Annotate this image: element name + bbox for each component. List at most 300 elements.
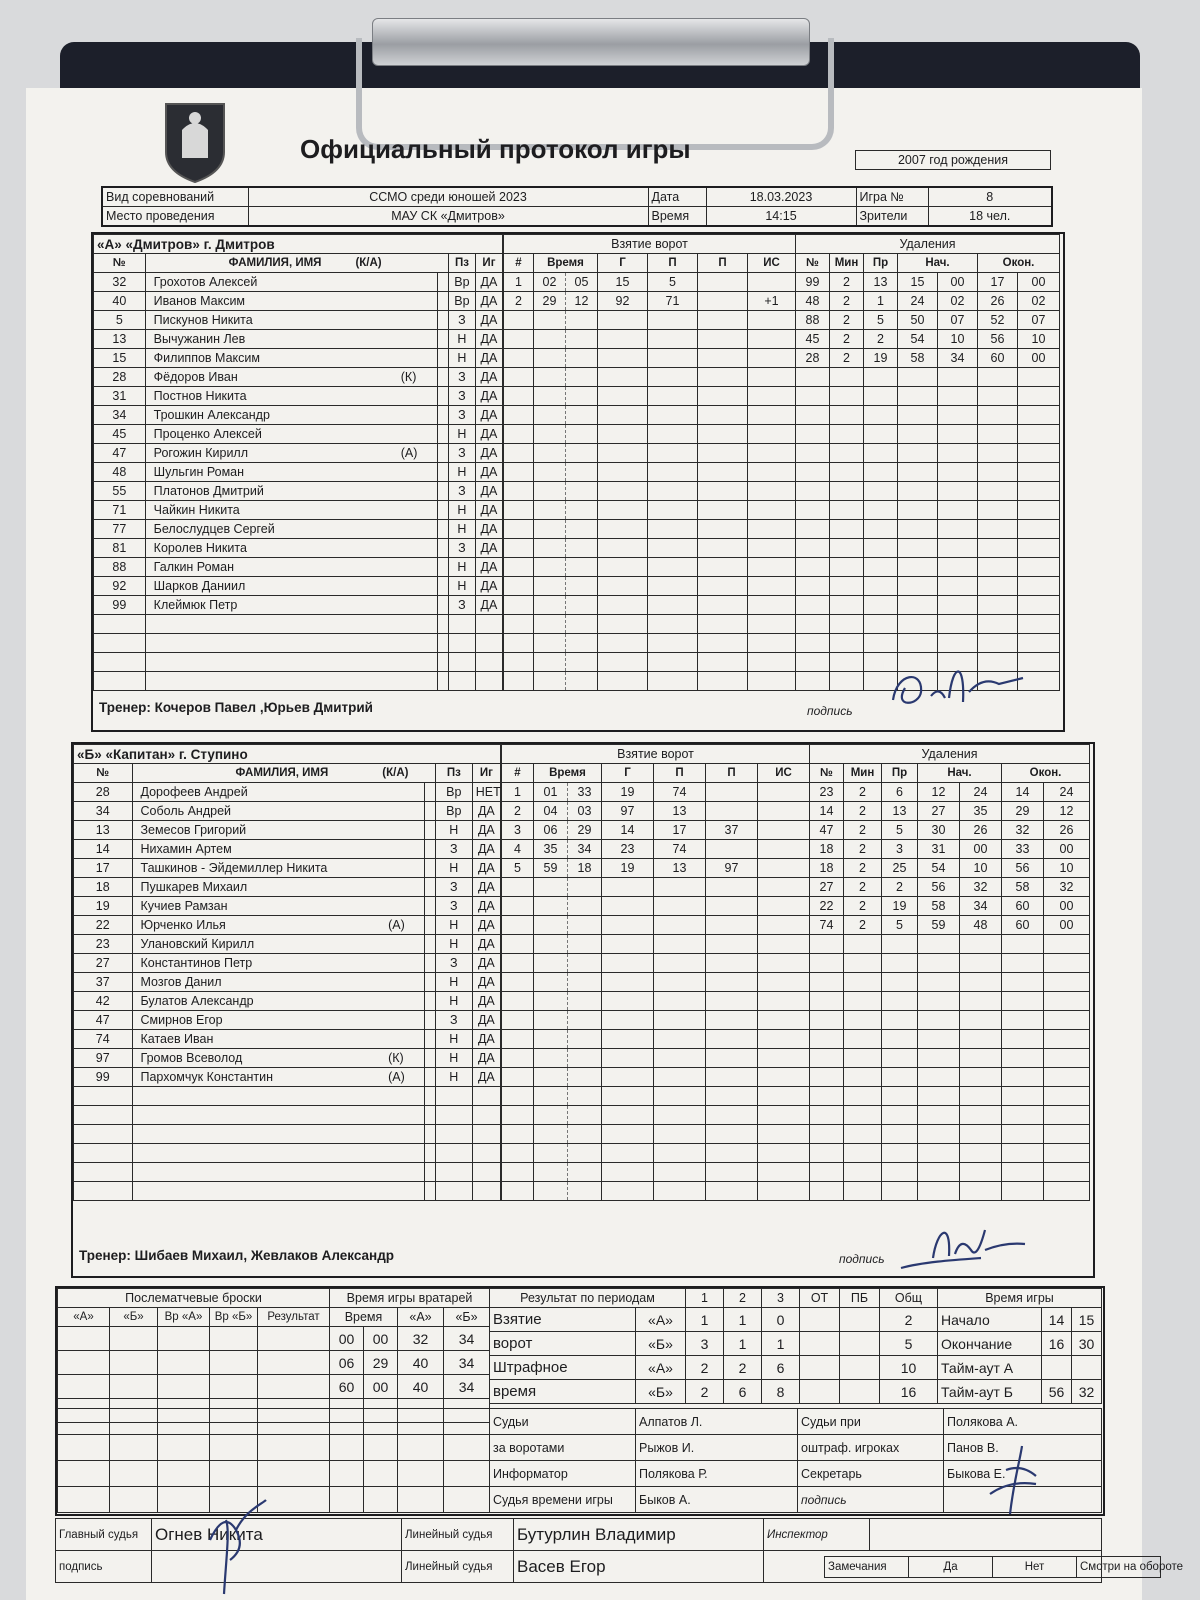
penalty-min bbox=[844, 1049, 882, 1068]
shootout-cell bbox=[210, 1351, 258, 1375]
penalty-sm bbox=[918, 992, 960, 1011]
goal-n bbox=[504, 330, 534, 349]
player-plays: ДА bbox=[475, 463, 502, 482]
player-row bbox=[94, 444, 503, 463]
goal-is bbox=[748, 672, 796, 691]
penalty-reason bbox=[864, 615, 898, 634]
player-position: Н bbox=[448, 425, 475, 444]
penalty-sm bbox=[898, 463, 938, 482]
penalty-em bbox=[978, 387, 1018, 406]
penalty-reason bbox=[882, 935, 918, 954]
team-a-title: «А» «Дмитров» г. Дмитров bbox=[94, 235, 503, 254]
team-b-signature-label: подпись bbox=[839, 1252, 885, 1266]
penalty-reason: 5 bbox=[882, 916, 918, 935]
player-name: Вычужанин Лев bbox=[145, 330, 437, 349]
timekeeper: Быков А. bbox=[636, 1487, 798, 1513]
penalty-ss: 02 bbox=[938, 292, 978, 311]
goal-p2 bbox=[706, 973, 758, 992]
player-number: 28 bbox=[94, 368, 146, 387]
penalty-row bbox=[810, 1106, 1090, 1125]
referee-label: Главный судья bbox=[56, 1519, 152, 1551]
penalty-em bbox=[1002, 1144, 1044, 1163]
goal-row bbox=[502, 878, 810, 897]
player-name: Филиппов Максим bbox=[145, 349, 437, 368]
pen-col-reason-b: Пр bbox=[882, 764, 918, 783]
penalty-ss bbox=[960, 1011, 1002, 1030]
goal-p2 bbox=[698, 311, 748, 330]
goal-mm bbox=[534, 368, 566, 387]
team-a-roster bbox=[93, 234, 503, 691]
penalty-ss bbox=[938, 615, 978, 634]
goal-is bbox=[748, 501, 796, 520]
penalty-num bbox=[796, 444, 830, 463]
penalty-es bbox=[1018, 539, 1060, 558]
goal-n bbox=[502, 1125, 534, 1144]
player-name bbox=[132, 1163, 425, 1182]
penalty-ss bbox=[960, 1144, 1002, 1163]
penalty-num bbox=[796, 577, 830, 596]
goal-n bbox=[504, 653, 534, 672]
period-total: 16 bbox=[880, 1380, 938, 1404]
goal-p1: 5 bbox=[648, 273, 698, 292]
team-b-roster-body bbox=[74, 783, 501, 1201]
empty-cell bbox=[58, 1461, 110, 1487]
inspector-value bbox=[870, 1519, 1102, 1551]
player-number bbox=[94, 615, 146, 634]
player-plays: ДА bbox=[475, 501, 502, 520]
goal-p2 bbox=[698, 539, 748, 558]
player-name bbox=[145, 672, 437, 691]
penalty-num bbox=[810, 935, 844, 954]
goal-row bbox=[504, 482, 796, 501]
player-number: 31 bbox=[94, 387, 146, 406]
penalty-em bbox=[1002, 1068, 1044, 1087]
game-start-label: Начало bbox=[938, 1308, 1042, 1332]
goal-g: 92 bbox=[598, 292, 648, 311]
player-row bbox=[94, 577, 503, 596]
player-role bbox=[397, 539, 408, 558]
goal-mm bbox=[534, 387, 566, 406]
goal-n bbox=[502, 916, 534, 935]
spectators-label: Зрители bbox=[856, 207, 928, 227]
goal-p2 bbox=[706, 1125, 758, 1144]
goal-p1 bbox=[654, 973, 706, 992]
goal-p1 bbox=[654, 1030, 706, 1049]
penalty-num: 23 bbox=[810, 783, 844, 802]
goal-p1 bbox=[654, 1049, 706, 1068]
period-p1: 1 bbox=[686, 1308, 724, 1332]
goal-ss bbox=[566, 425, 598, 444]
penalty-es: 26 bbox=[1044, 821, 1090, 840]
goal-is bbox=[758, 878, 810, 897]
goal-col-is: ИС bbox=[748, 254, 796, 273]
team-a-coach: Тренер: Кочеров Павел ,Юрьев Дмитрий bbox=[99, 700, 373, 715]
goal-g bbox=[602, 1144, 654, 1163]
player-row bbox=[74, 1106, 501, 1125]
player-plays: ДА bbox=[475, 596, 502, 615]
player-plays: ДА bbox=[475, 273, 502, 292]
penalty-min bbox=[830, 444, 864, 463]
player-role bbox=[385, 935, 396, 954]
player-position: З bbox=[448, 311, 475, 330]
player-position bbox=[435, 1106, 472, 1125]
goal-n bbox=[502, 1011, 534, 1030]
penalty-min bbox=[844, 992, 882, 1011]
penalty-es bbox=[1044, 1030, 1090, 1049]
goal-g bbox=[598, 368, 648, 387]
goal-n bbox=[504, 349, 534, 368]
player-name: Юрченко Илья bbox=[132, 916, 425, 935]
penalty-em bbox=[978, 558, 1018, 577]
player-number: 34 bbox=[94, 406, 146, 425]
goal-col-p1: П bbox=[648, 254, 698, 273]
goal-row bbox=[504, 368, 796, 387]
player-row bbox=[74, 1182, 501, 1201]
team-a-coach-signature bbox=[883, 652, 1033, 714]
penalty-sm: 24 bbox=[898, 292, 938, 311]
goalie-time-row bbox=[330, 1327, 490, 1351]
notes-no: Нет bbox=[993, 1556, 1077, 1577]
penalty-min bbox=[830, 368, 864, 387]
game-end-ss: 30 bbox=[1072, 1332, 1102, 1356]
player-number: 13 bbox=[94, 330, 146, 349]
goalie-time-mm: 06 bbox=[330, 1351, 364, 1375]
penalty-sm bbox=[918, 973, 960, 992]
player-row bbox=[74, 783, 501, 802]
penalty-sm bbox=[898, 615, 938, 634]
penalty-num: 99 bbox=[796, 273, 830, 292]
period-p3: 0 bbox=[762, 1308, 800, 1332]
player-number: 92 bbox=[94, 577, 146, 596]
referee-signature bbox=[196, 1500, 276, 1596]
goal-judges-label-1: Судьи bbox=[490, 1409, 636, 1435]
empty-row bbox=[58, 1461, 490, 1487]
player-plays: НЕТ bbox=[472, 783, 500, 802]
team-a-pen-title: Удаления bbox=[796, 235, 1060, 254]
goal-ss bbox=[568, 973, 602, 992]
player-number: 22 bbox=[74, 916, 133, 935]
team-b-pen-body bbox=[810, 783, 1090, 1201]
shootout-col-gk-b: Вр «Б» bbox=[210, 1308, 258, 1327]
goal-mm bbox=[534, 992, 568, 1011]
shootout-row bbox=[58, 1375, 330, 1399]
penalty-num: 48 bbox=[796, 292, 830, 311]
penalty-reason bbox=[864, 577, 898, 596]
goal-n bbox=[504, 425, 534, 444]
goal-p1 bbox=[648, 558, 698, 577]
player-row bbox=[74, 973, 501, 992]
secretary: Быкова Е. bbox=[944, 1461, 1102, 1487]
penalty-ss: 35 bbox=[960, 802, 1002, 821]
player-role bbox=[397, 558, 408, 577]
player-row bbox=[74, 1011, 501, 1030]
penalty-sm bbox=[918, 1030, 960, 1049]
goal-n bbox=[502, 1030, 534, 1049]
goal-p1 bbox=[654, 992, 706, 1011]
goal-mm bbox=[534, 311, 566, 330]
penalty-num bbox=[810, 1049, 844, 1068]
period-team: «Б» bbox=[636, 1380, 686, 1404]
player-row bbox=[94, 501, 503, 520]
goal-p2 bbox=[706, 1087, 758, 1106]
penalty-reason bbox=[882, 1163, 918, 1182]
penalty-reason bbox=[864, 558, 898, 577]
goal-p2 bbox=[706, 897, 758, 916]
goal-g bbox=[602, 916, 654, 935]
penalty-em bbox=[978, 482, 1018, 501]
penalty-em bbox=[978, 406, 1018, 425]
shootout-empty-rows bbox=[57, 1408, 490, 1513]
penalty-num: 47 bbox=[810, 821, 844, 840]
goal-ss bbox=[566, 577, 598, 596]
goal-row bbox=[504, 425, 796, 444]
penalty-em bbox=[978, 520, 1018, 539]
goalie-time-row bbox=[330, 1351, 490, 1375]
penalty-min bbox=[830, 577, 864, 596]
goal-g bbox=[598, 406, 648, 425]
penalty-min bbox=[844, 1106, 882, 1125]
goal-g bbox=[598, 520, 648, 539]
penalty-sm bbox=[898, 558, 938, 577]
goal-p2 bbox=[698, 292, 748, 311]
penalty-es bbox=[1018, 482, 1060, 501]
goal-p2: 97 bbox=[706, 859, 758, 878]
penalty-ss bbox=[960, 935, 1002, 954]
player-row bbox=[94, 368, 503, 387]
goal-is bbox=[748, 444, 796, 463]
goal-n bbox=[504, 539, 534, 558]
penalty-em bbox=[978, 577, 1018, 596]
penalty-min: 2 bbox=[830, 311, 864, 330]
penalty-es bbox=[1044, 1068, 1090, 1087]
goal-p2 bbox=[706, 1144, 758, 1163]
goal-n bbox=[502, 1163, 534, 1182]
player-row bbox=[74, 1125, 501, 1144]
goalie-time-ss: 00 bbox=[364, 1375, 398, 1399]
goal-n: 2 bbox=[504, 292, 534, 311]
goal-row bbox=[502, 1030, 810, 1049]
player-position bbox=[435, 1182, 472, 1201]
goal-p1 bbox=[648, 634, 698, 653]
period-total: 5 bbox=[880, 1332, 938, 1356]
player-position: З bbox=[435, 1011, 472, 1030]
shootout-table bbox=[57, 1288, 330, 1423]
player-role bbox=[397, 501, 408, 520]
penalty-ss bbox=[938, 387, 978, 406]
penalty-row bbox=[796, 387, 1060, 406]
shootout-cell bbox=[258, 1375, 330, 1399]
penalty-es bbox=[1044, 1163, 1090, 1182]
player-role bbox=[385, 897, 396, 916]
penalty-num bbox=[796, 596, 830, 615]
player-number: 32 bbox=[94, 273, 146, 292]
col-ka-label: (К/А) bbox=[355, 257, 382, 269]
penalty-reason bbox=[882, 1182, 918, 1201]
player-role bbox=[385, 1011, 396, 1030]
goal-mm bbox=[534, 501, 566, 520]
penalty-num bbox=[810, 1030, 844, 1049]
penalty-sm bbox=[898, 501, 938, 520]
goal-n bbox=[504, 406, 534, 425]
goal-ss bbox=[568, 897, 602, 916]
goal-row bbox=[502, 992, 810, 1011]
player-position: Н bbox=[448, 349, 475, 368]
empty-cell bbox=[330, 1461, 364, 1487]
venue-value: МАУ СК «Дмитров» bbox=[248, 207, 648, 227]
player-name: Королев Никита bbox=[145, 539, 437, 558]
penalty-reason bbox=[882, 1049, 918, 1068]
empty-cell bbox=[364, 1487, 398, 1513]
goal-g bbox=[602, 973, 654, 992]
goal-mm bbox=[534, 897, 568, 916]
penalty-reason bbox=[882, 1011, 918, 1030]
informer: Полякова Р. bbox=[636, 1461, 798, 1487]
goal-p1 bbox=[648, 368, 698, 387]
empty-cell bbox=[210, 1461, 258, 1487]
penalty-row bbox=[796, 349, 1060, 368]
player-row bbox=[94, 520, 503, 539]
goal-ss: 29 bbox=[568, 821, 602, 840]
player-position: З bbox=[448, 482, 475, 501]
team-b-title: «Б» «Капитан» г. Ступино bbox=[74, 745, 501, 764]
goal-mm: 02 bbox=[534, 273, 566, 292]
goal-is bbox=[758, 1030, 810, 1049]
penalty-row bbox=[796, 330, 1060, 349]
timeout-b-ss: 32 bbox=[1072, 1380, 1102, 1404]
goal-mm bbox=[534, 349, 566, 368]
goal-n bbox=[502, 1144, 534, 1163]
player-number bbox=[74, 1163, 133, 1182]
player-name bbox=[132, 1144, 425, 1163]
penalty-em bbox=[1002, 973, 1044, 992]
empty-row bbox=[58, 1409, 490, 1435]
periods-table bbox=[489, 1288, 938, 1404]
birth-year-box bbox=[855, 150, 1051, 170]
goal-p2 bbox=[698, 634, 748, 653]
goal-p2 bbox=[698, 387, 748, 406]
goal-p2 bbox=[698, 349, 748, 368]
player-number: 37 bbox=[74, 973, 133, 992]
goal-ss bbox=[566, 634, 598, 653]
player-number: 34 bbox=[74, 802, 133, 821]
penalty-num bbox=[810, 1068, 844, 1087]
goal-p2 bbox=[706, 1068, 758, 1087]
period-pb bbox=[840, 1332, 880, 1356]
goal-row bbox=[502, 1068, 810, 1087]
game-label: Игра № bbox=[856, 187, 928, 207]
penalty-ss bbox=[938, 444, 978, 463]
goal-mm bbox=[534, 406, 566, 425]
goal-mm bbox=[534, 1049, 568, 1068]
goal-is bbox=[758, 1163, 810, 1182]
penalty-es: 32 bbox=[1044, 878, 1090, 897]
player-row bbox=[94, 311, 503, 330]
col-name-label: ФАМИЛИЯ, ИМЯ bbox=[228, 257, 322, 269]
penalty-em bbox=[978, 368, 1018, 387]
penalty-ss bbox=[960, 992, 1002, 1011]
goal-is bbox=[748, 653, 796, 672]
pen-col-end-b: Окон. bbox=[1002, 764, 1090, 783]
goal-g: 14 bbox=[602, 821, 654, 840]
penalty-em: 56 bbox=[1002, 859, 1044, 878]
penalty-num: 18 bbox=[810, 859, 844, 878]
penalty-es bbox=[1018, 596, 1060, 615]
empty-cell bbox=[258, 1435, 330, 1461]
goal-is bbox=[748, 273, 796, 292]
penalty-ss bbox=[960, 1087, 1002, 1106]
player-role bbox=[385, 878, 396, 897]
penalty-ss bbox=[938, 596, 978, 615]
period-p3: 6 bbox=[762, 1356, 800, 1380]
penalty-num bbox=[810, 1087, 844, 1106]
penalty-ss bbox=[938, 406, 978, 425]
goalie-time-b: 34 bbox=[444, 1327, 490, 1351]
goal-mm bbox=[534, 916, 568, 935]
goal-p2 bbox=[698, 520, 748, 539]
timeout-a-ss bbox=[1072, 1356, 1102, 1380]
goal-n: 2 bbox=[502, 802, 534, 821]
period-p3: 8 bbox=[762, 1380, 800, 1404]
penalty-sm bbox=[918, 935, 960, 954]
period-team: «А» bbox=[636, 1356, 686, 1380]
player-role bbox=[385, 1030, 396, 1049]
penalty-sm: 58 bbox=[918, 897, 960, 916]
penalty-judges-label-2: оштраф. игроках bbox=[798, 1435, 944, 1461]
player-plays: ДА bbox=[475, 311, 502, 330]
player-plays: ДА bbox=[472, 802, 500, 821]
penalty-em bbox=[1002, 935, 1044, 954]
goal-p2 bbox=[706, 840, 758, 859]
goal-col-p2-b: П bbox=[706, 764, 758, 783]
shootout-row bbox=[58, 1327, 330, 1351]
player-number: 14 bbox=[74, 840, 133, 859]
player-role: (А) bbox=[385, 916, 396, 935]
goal-p1 bbox=[654, 897, 706, 916]
goal-is bbox=[748, 330, 796, 349]
empty-cell bbox=[58, 1487, 110, 1513]
goal-col-time-b: Время bbox=[534, 764, 602, 783]
player-plays: ДА bbox=[475, 577, 502, 596]
goal-is bbox=[748, 406, 796, 425]
competition-value: ССМО среди юношей 2023 bbox=[248, 187, 648, 207]
goal-is bbox=[748, 311, 796, 330]
timeout-b-label: Тайм-аут Б bbox=[938, 1380, 1042, 1404]
empty-cell bbox=[398, 1409, 444, 1435]
penalty-es bbox=[1044, 1182, 1090, 1201]
team-b-goals-body bbox=[502, 783, 810, 1201]
goalie-time-a: 40 bbox=[398, 1351, 444, 1375]
player-position bbox=[435, 1087, 472, 1106]
goal-g bbox=[602, 1087, 654, 1106]
goal-ss bbox=[566, 387, 598, 406]
goal-mm: 01 bbox=[534, 783, 568, 802]
goal-p1 bbox=[648, 463, 698, 482]
player-name: Дорофеев Андрей bbox=[132, 783, 425, 802]
goal-row bbox=[502, 1011, 810, 1030]
penalty-num bbox=[796, 368, 830, 387]
goal-is bbox=[758, 973, 810, 992]
goal-g bbox=[598, 330, 648, 349]
period-col-3: 3 bbox=[762, 1289, 800, 1308]
penalty-min: 2 bbox=[844, 916, 882, 935]
team-a-penalties bbox=[795, 234, 1060, 691]
penalty-ss bbox=[960, 1182, 1002, 1201]
period-total: 2 bbox=[880, 1308, 938, 1332]
penalty-min bbox=[830, 463, 864, 482]
penalty-es: 00 bbox=[1018, 349, 1060, 368]
goal-n: 4 bbox=[502, 840, 534, 859]
player-position bbox=[448, 672, 475, 691]
